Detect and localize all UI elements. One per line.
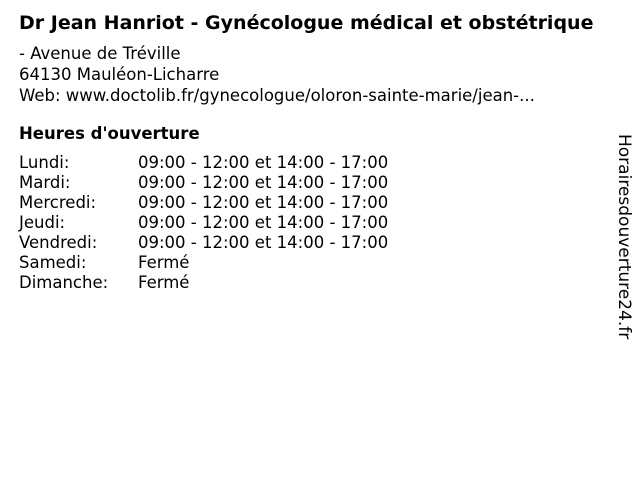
time-value: 09:00 - 12:00 et 14:00 - 17:00 bbox=[138, 213, 389, 232]
day-label: Mercredi: bbox=[19, 193, 97, 212]
address-street: - Avenue de Tréville bbox=[19, 44, 181, 63]
day-label: Vendredi: bbox=[19, 233, 98, 252]
day-label: Jeudi: bbox=[19, 213, 66, 232]
time-value: 09:00 - 12:00 et 14:00 - 17:00 bbox=[138, 153, 389, 172]
site-watermark: Horairesdouverture24.fr bbox=[614, 134, 634, 340]
time-value: Fermé bbox=[138, 253, 190, 272]
time-value: 09:00 - 12:00 et 14:00 - 17:00 bbox=[138, 173, 389, 192]
address-city: 64130 Mauléon-Licharre bbox=[19, 65, 220, 84]
day-label: Lundi: bbox=[19, 153, 70, 172]
website-line: Web: www.doctolib.fr/gynecologue/oloron-sainte-marie/jean-... bbox=[19, 86, 535, 105]
doctor-name-title: Dr Jean Hanriot - Gynécologue médical et obstétrique bbox=[19, 12, 594, 34]
address-block bbox=[19, 43, 535, 106]
time-value: Fermé bbox=[138, 273, 190, 292]
day-label: Mardi: bbox=[19, 173, 71, 192]
time-value: 09:00 - 12:00 et 14:00 - 17:00 bbox=[138, 193, 389, 212]
day-label: Samedi: bbox=[19, 253, 87, 272]
day-label: Dimanche: bbox=[19, 273, 109, 292]
time-value: 09:00 - 12:00 et 14:00 - 17:00 bbox=[138, 233, 389, 252]
opening-hours-heading: Heures d'ouverture bbox=[19, 124, 200, 143]
